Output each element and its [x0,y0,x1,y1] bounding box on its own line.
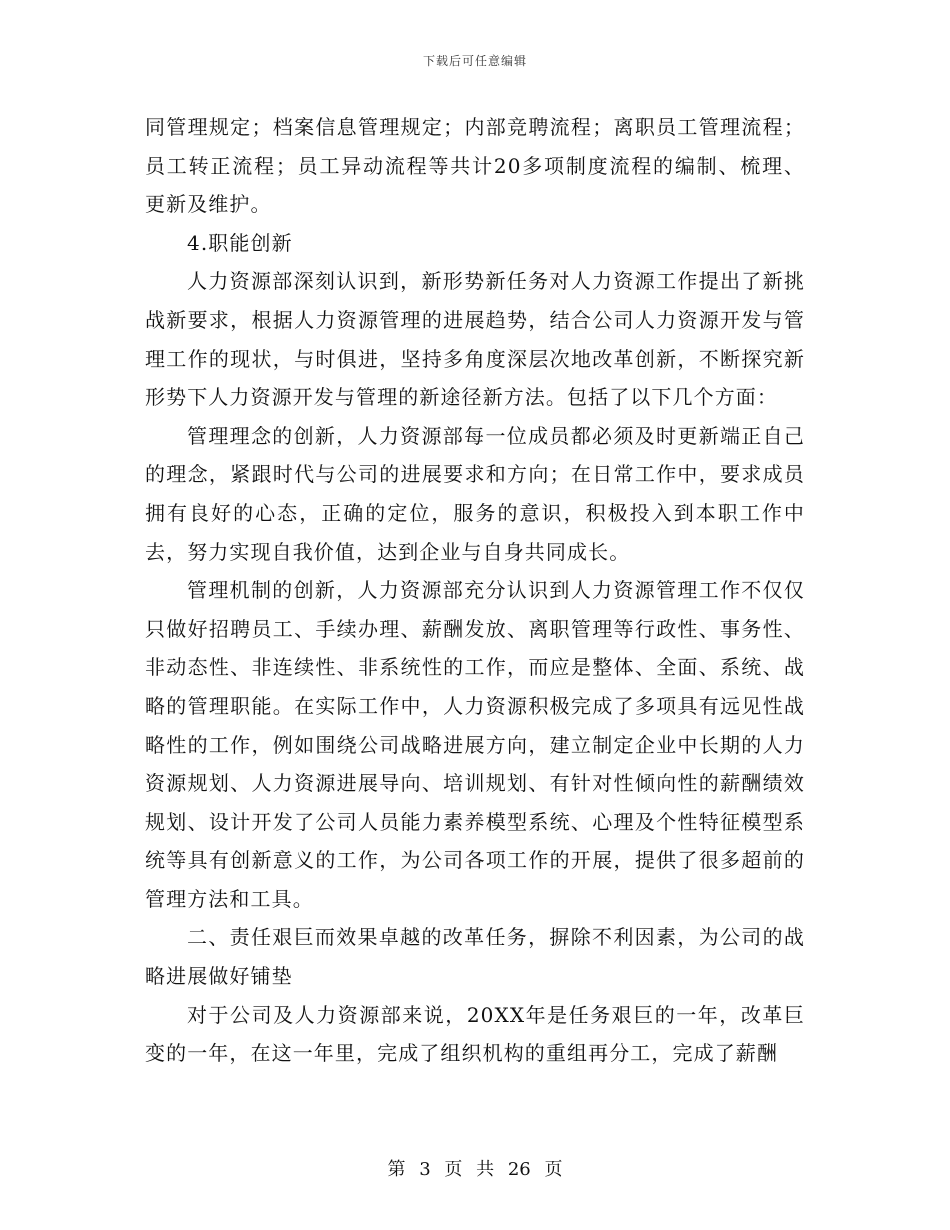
document-body [145,108,805,1073]
section-heading-reform-tasks: 二、责任艰巨而效果卓越的改革任务，摒除不利因素，为公司的战略进展做好铺垫 [145,925,805,989]
paragraph-0: 同管理规定；档案信息管理规定；内部竞聘流程；离职员工管理流程；员工转正流程；员工异动流程等共计20多项制度流程的编制、梳理、更新及维护。 [145,115,805,217]
page-number-footer: 第 3 页 共 26 页 [387,1159,563,1180]
paragraph-4: 管理机制的创新，人力资源部充分认识到人力资源管理工作不仅仅只做好招聘员工、手续办理、薪酬发放、离职管理等行政性、事务性、非动态性、非连续性、非系统性的工作，而应是整体、全面、系统、战略的管理职能。在实际工作中，人力资源积极完成了多项具有远见性战略性的工作，例如围绕公司战略进展方向，建立制定企业中长期的人力资源规划、人力资源进展导向、培训规划、有针对性倾向性的薪酬绩效规划、设计开发了公司人员能力素养模型系统、心理及个性特征模型系统等具有创新意义的工作，为公司各项工作的开展，提供了很多超前的管理方法和工具。 [145,578,805,911]
page-header: 下载后可任意编辑 [422,54,527,68]
section-heading-functional-innovation: 4.职能创新 [187,230,293,255]
paragraph-6: 对于公司及人力资源部来说，20XX年是任务艰巨的一年，改革巨变的一年，在这一年里，完成了组织机构的重组再分工，完成了薪酬 [145,1002,805,1066]
paragraph-3: 管理理念的创新，人力资源部每一位成员都必须及时更新端正自己的理念，紧跟时代与公司的进展要求和方向；在日常工作中，要求成员拥有良好的心态，正确的定位，服务的意识，积极投入到本职工作中去，努力实现自我价值，达到企业与自身共同成长。 [145,423,805,564]
paragraph-2: 人力资源部深刻认识到，新形势新任务对人力资源工作提出了新挑战新要求，根据人力资源管理的进展趋势，结合公司人力资源开发与管理工作的现状，与时俱进，坚持多角度深层次地改革创新，不断探究新形势下人力资源开发与管理的新途径新方法。包括了以下几个方面： [145,269,805,410]
